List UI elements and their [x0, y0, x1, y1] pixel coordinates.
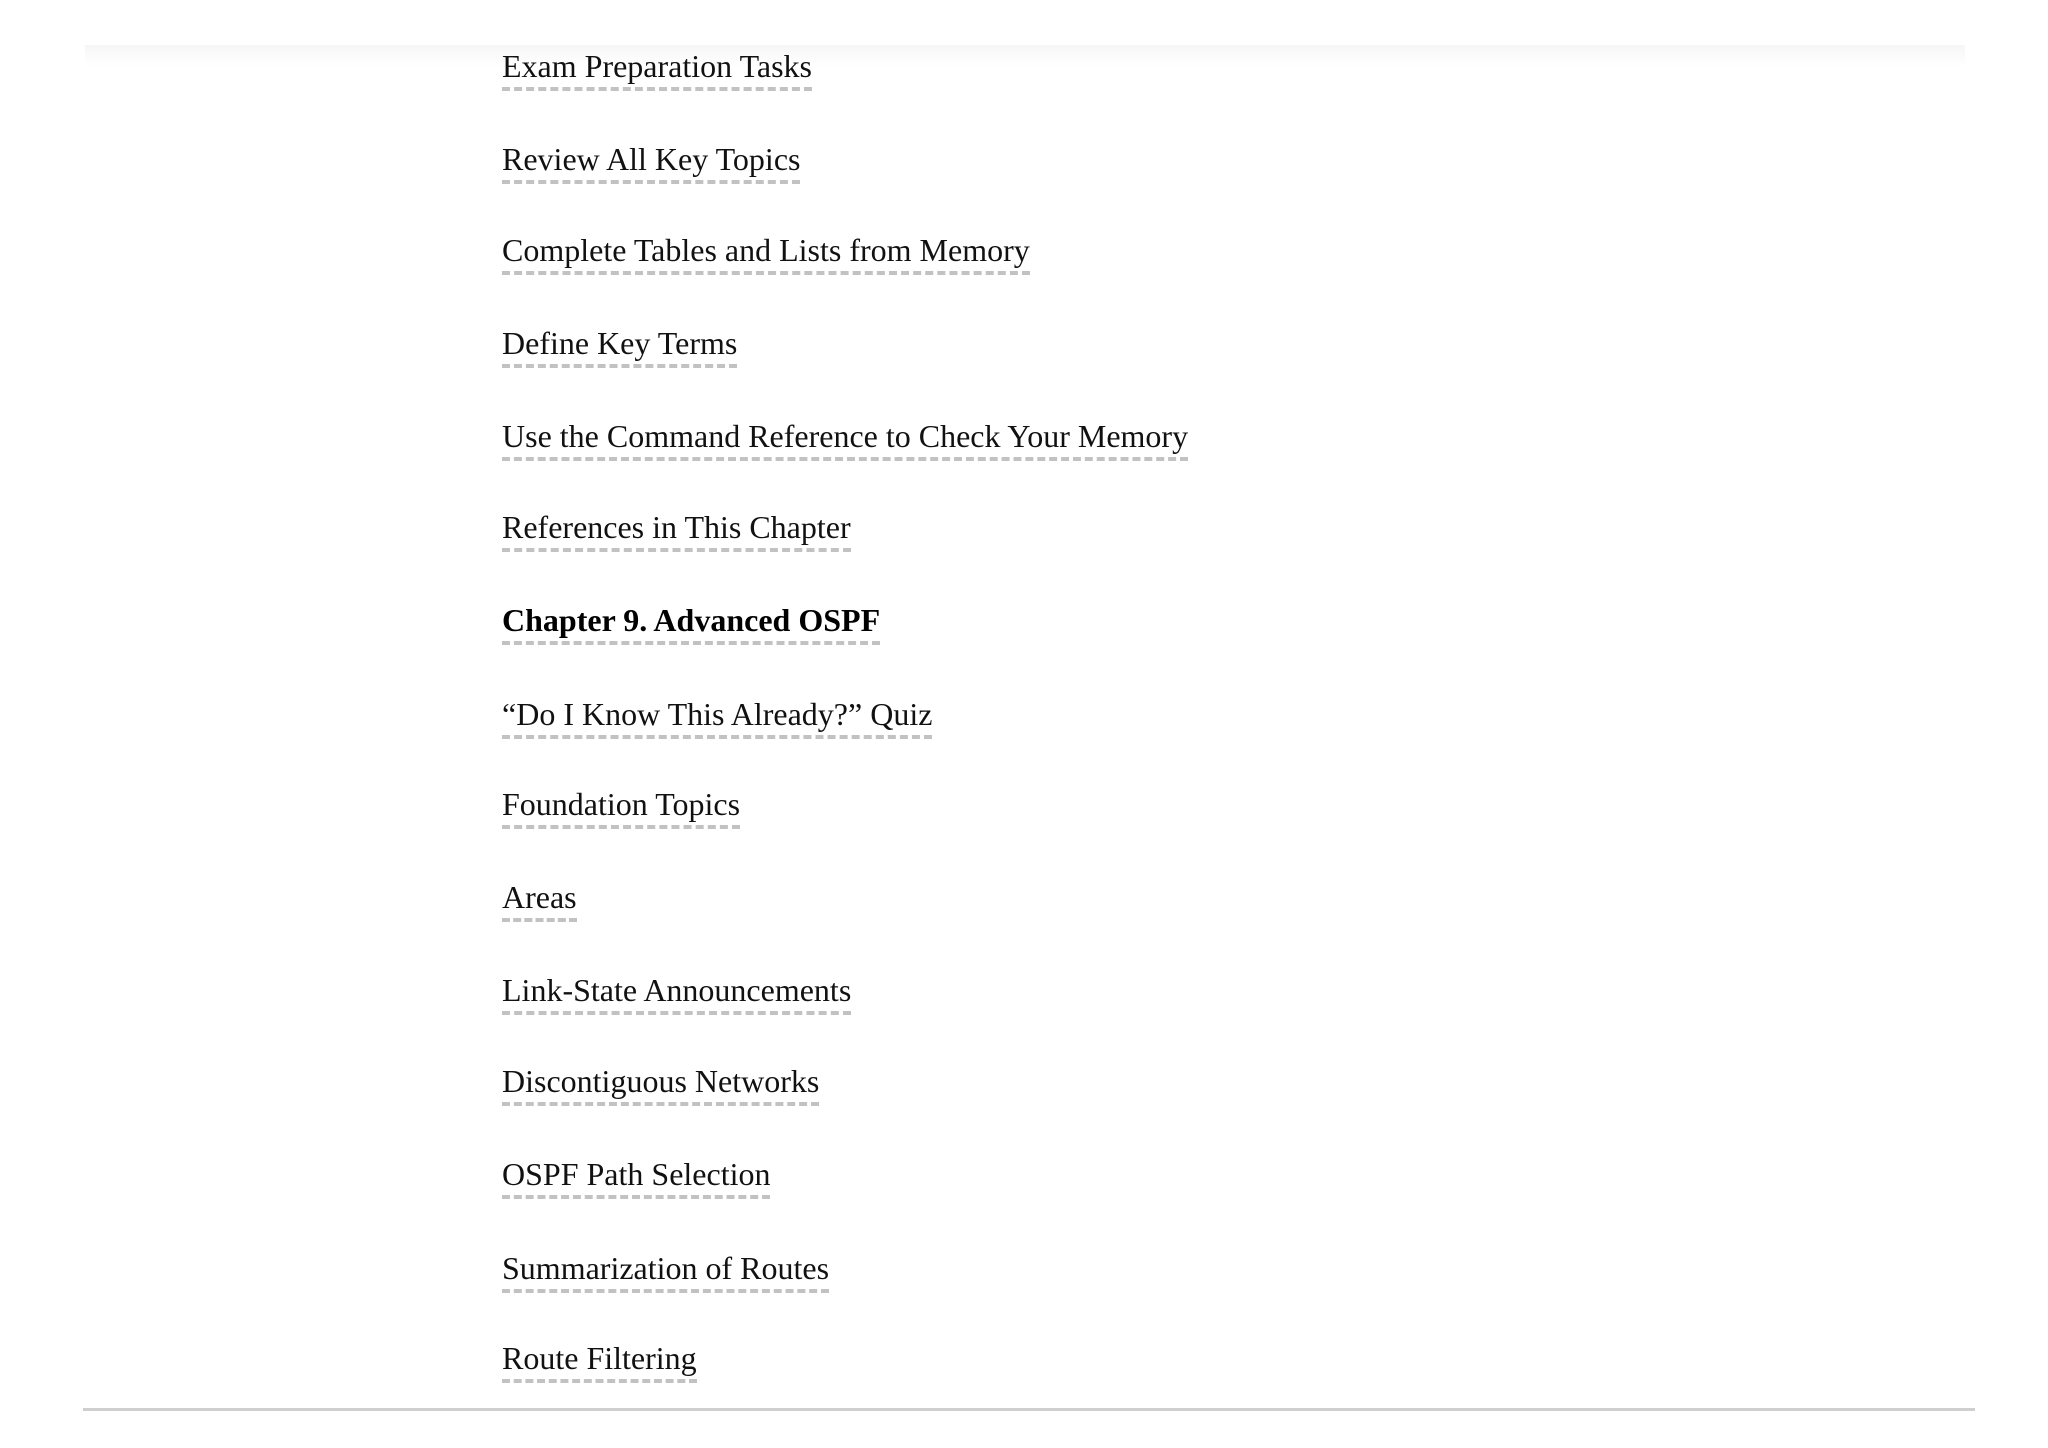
- toc-item: [502, 1248, 829, 1293]
- toc-link-references-in-this-chapter[interactable]: References in This Chapter: [502, 507, 851, 552]
- toc-item: [502, 694, 932, 739]
- toc-item: [502, 46, 812, 91]
- toc-item: [502, 970, 851, 1015]
- toc-link-command-reference[interactable]: Use the Command Reference to Check Your Memory: [502, 416, 1188, 461]
- toc-link-ospf-path-selection[interactable]: OSPF Path Selection: [502, 1154, 770, 1199]
- bottom-divider: [83, 1408, 1975, 1411]
- toc-link-define-key-terms[interactable]: Define Key Terms: [502, 323, 737, 368]
- toc-item: [502, 1154, 770, 1199]
- toc-link-link-state-announcements[interactable]: Link-State Announcements: [502, 970, 851, 1015]
- toc-item: [502, 600, 880, 645]
- toc-item: [502, 323, 737, 368]
- toc-item: [502, 230, 1030, 275]
- toc-link-chapter-9-advanced-ospf[interactable]: Chapter 9. Advanced OSPF: [502, 600, 880, 645]
- toc-link-complete-tables-and-lists[interactable]: Complete Tables and Lists from Memory: [502, 230, 1030, 275]
- toc-item: [502, 416, 1188, 461]
- toc-item: [502, 139, 800, 184]
- toc-link-areas[interactable]: Areas: [502, 877, 577, 922]
- toc-item: [502, 784, 740, 829]
- toc-item: [502, 507, 851, 552]
- toc-item: [502, 1338, 697, 1383]
- toc-link-exam-preparation-tasks[interactable]: Exam Preparation Tasks: [502, 46, 812, 91]
- toc-item: [502, 877, 577, 922]
- toc-link-discontiguous-networks[interactable]: Discontiguous Networks: [502, 1061, 819, 1106]
- toc-link-review-all-key-topics[interactable]: Review All Key Topics: [502, 139, 800, 184]
- toc-link-route-filtering[interactable]: Route Filtering: [502, 1338, 697, 1383]
- toc-link-do-i-know-this-already-quiz[interactable]: “Do I Know This Already?” Quiz: [502, 694, 932, 739]
- toc-link-foundation-topics[interactable]: Foundation Topics: [502, 784, 740, 829]
- top-shade: [85, 45, 1965, 67]
- toc-link-summarization-of-routes[interactable]: Summarization of Routes: [502, 1248, 829, 1293]
- toc-item: [502, 1061, 819, 1106]
